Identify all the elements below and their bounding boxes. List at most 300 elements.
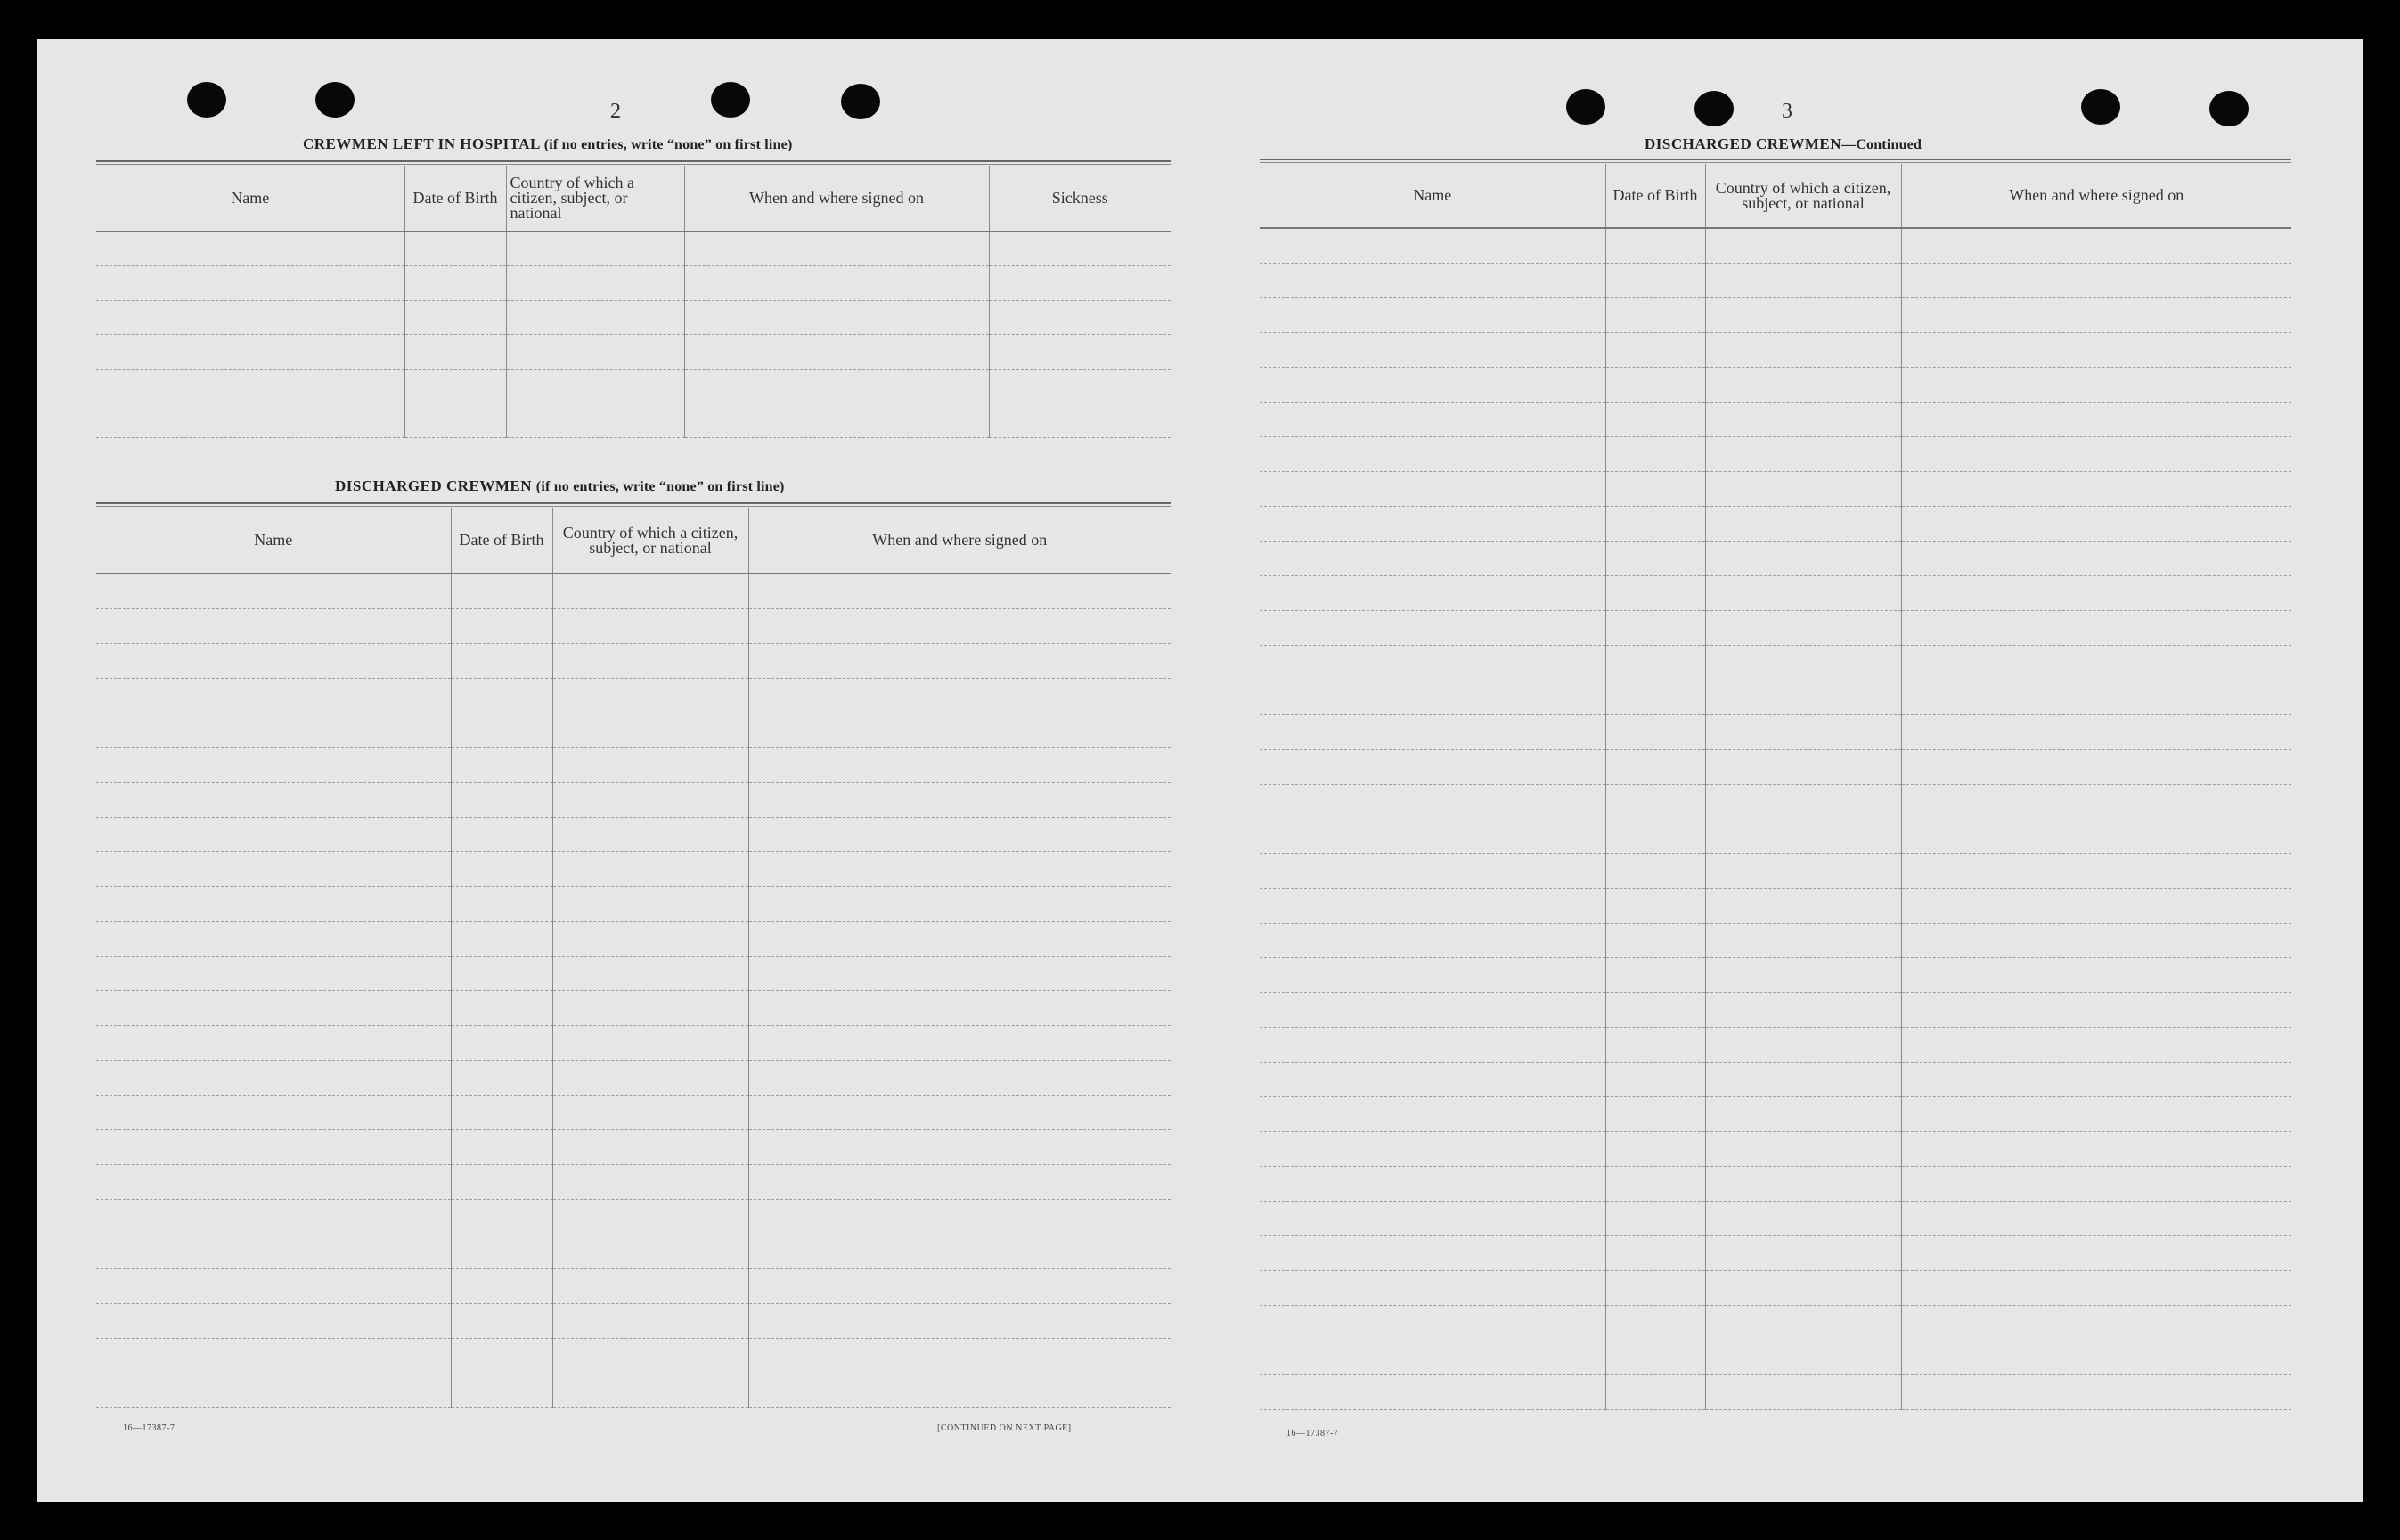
column-header-date-of-birth: Date of Birth <box>451 508 552 574</box>
ledger-row <box>96 1164 1171 1199</box>
ledger-cell <box>1901 297 2291 332</box>
ledger-cell <box>96 608 451 643</box>
ledger-row <box>96 643 1171 678</box>
ledger-cell <box>1901 1270 2291 1305</box>
ledger-cell <box>1705 1305 1901 1340</box>
ledger-row <box>1260 332 2291 367</box>
ledger-cell <box>1901 1166 2291 1201</box>
double-rule <box>1260 159 2291 163</box>
ledger-row <box>96 1234 1171 1268</box>
ledger-cell <box>404 335 506 370</box>
ledger-cell <box>1705 819 1901 853</box>
ledger-row <box>1260 957 2291 992</box>
ledger-cell <box>552 574 748 608</box>
ledger-row <box>1260 749 2291 784</box>
ledger-cell <box>1901 714 2291 749</box>
column-header-country: Country of which a citizen, subject, or national <box>506 166 684 232</box>
ledger-cell <box>1901 749 2291 784</box>
ledger-cell <box>96 403 404 438</box>
ledger-cell <box>1260 888 1605 923</box>
ledger-cell <box>748 747 1171 782</box>
hospital-section-title <box>303 135 792 153</box>
ledger-cell <box>1705 1270 1901 1305</box>
ledger-cell <box>451 956 552 990</box>
ledger-cell <box>404 403 506 438</box>
ledger-cell <box>96 232 404 266</box>
discharged-instruction: (if no entries, write “none” on first line) <box>535 479 785 494</box>
ledger-row <box>96 886 1171 921</box>
ledger-cell <box>1705 402 1901 436</box>
ledger-cell <box>1705 680 1901 714</box>
ledger-cell <box>1705 888 1901 923</box>
ledger-cell <box>684 403 989 438</box>
ledger-row <box>1260 297 2291 332</box>
ledger-cell <box>1260 1062 1605 1096</box>
discharged-table <box>96 508 1171 1408</box>
ledger-cell <box>684 335 989 370</box>
ledger-cell <box>1260 714 1605 749</box>
ledger-cell <box>748 1303 1171 1338</box>
ledger-cell <box>552 1268 748 1303</box>
ledger-cell <box>451 1234 552 1268</box>
ledger-cell <box>1605 1340 1705 1374</box>
ledger-cell <box>1605 714 1705 749</box>
ledger-cell <box>1901 575 2291 610</box>
ledger-cell <box>1605 1131 1705 1166</box>
ledger-cell <box>1705 1096 1901 1131</box>
ledger-cell <box>451 851 552 886</box>
ledger-cell <box>552 713 748 747</box>
ledger-cell <box>1705 506 1901 541</box>
form-sheet <box>37 39 2363 1502</box>
ledger-row <box>1260 645 2291 680</box>
ledger-cell <box>1705 1374 1901 1409</box>
ledger-cell <box>989 232 1171 266</box>
ledger-cell <box>552 1234 748 1268</box>
ledger-cell <box>1901 819 2291 853</box>
ledger-row <box>96 851 1171 886</box>
ledger-cell <box>748 817 1171 851</box>
ledger-cell <box>1901 436 2291 471</box>
ledger-cell <box>1605 645 1705 680</box>
ledger-cell <box>96 921 451 956</box>
column-header-name: Name <box>1260 164 1605 228</box>
ledger-cell <box>1705 749 1901 784</box>
ledger-row <box>96 1303 1171 1338</box>
ledger-cell <box>1901 1235 2291 1270</box>
ledger-cell <box>404 369 506 403</box>
ledger-cell <box>1605 436 1705 471</box>
ledger-cell <box>1605 471 1705 506</box>
ledger-row <box>96 574 1171 608</box>
ledger-cell <box>451 1268 552 1303</box>
ledger-cell <box>1705 367 1901 402</box>
ledger-cell <box>1705 228 1901 263</box>
ledger-cell <box>552 921 748 956</box>
ledger-cell <box>748 782 1171 817</box>
ledger-row <box>96 1338 1171 1373</box>
ledger-cell <box>552 608 748 643</box>
ledger-cell <box>1705 471 1901 506</box>
ledger-cell <box>1705 575 1901 610</box>
ledger-cell <box>96 1025 451 1060</box>
ledger-cell <box>748 921 1171 956</box>
ledger-cell <box>552 1060 748 1095</box>
ledger-cell <box>451 1095 552 1129</box>
ledger-cell <box>1260 1340 1605 1374</box>
ledger-cell <box>1901 957 2291 992</box>
ledger-cell <box>748 851 1171 886</box>
ledger-cell <box>748 1199 1171 1234</box>
ledger-row <box>96 956 1171 990</box>
ledger-cell <box>96 1303 451 1338</box>
ledger-cell <box>1260 610 1605 645</box>
ledger-cell <box>1901 263 2291 297</box>
ledger-cell <box>1260 332 1605 367</box>
ledger-cell <box>1901 1201 2291 1235</box>
ledger-cell <box>552 1373 748 1407</box>
ledger-row <box>1260 1340 2291 1374</box>
column-header-country: Country of which a citizen, subject, or national <box>1705 164 1901 228</box>
ledger-row <box>1260 1270 2291 1305</box>
ledger-cell <box>1901 1340 2291 1374</box>
ledger-row <box>96 1373 1171 1407</box>
ledger-cell <box>1901 888 2291 923</box>
ledger-cell <box>748 1268 1171 1303</box>
ledger-cell <box>404 232 506 266</box>
ledger-cell <box>1605 1270 1705 1305</box>
ledger-cell <box>1605 402 1705 436</box>
ledger-cell <box>451 713 552 747</box>
ledger-cell <box>1605 263 1705 297</box>
ledger-cell <box>552 747 748 782</box>
ledger-cell <box>552 1199 748 1234</box>
ledger-cell <box>1901 1096 2291 1131</box>
ledger-row <box>1260 506 2291 541</box>
ledger-cell <box>1260 923 1605 957</box>
ledger-cell <box>451 817 552 851</box>
ledger-cell <box>552 1129 748 1164</box>
page-number: 3 <box>1782 100 1792 123</box>
ledger-cell <box>451 678 552 713</box>
ledger-row <box>96 369 1171 403</box>
ledger-cell <box>96 990 451 1025</box>
ledger-cell <box>1260 784 1605 819</box>
ledger-cell <box>1260 1131 1605 1166</box>
ledger-cell <box>404 300 506 335</box>
ledger-cell <box>1605 367 1705 402</box>
ledger-cell <box>96 1234 451 1268</box>
ledger-cell <box>451 608 552 643</box>
discharged-continued-title-text: DISCHARGED CREWMEN <box>1645 135 1842 152</box>
ledger-row <box>1260 680 2291 714</box>
ledger-cell <box>1901 506 2291 541</box>
ledger-row <box>96 1199 1171 1234</box>
ledger-row <box>96 608 1171 643</box>
ledger-cell <box>1901 332 2291 367</box>
ledger-cell <box>1605 610 1705 645</box>
ledger-row <box>1260 541 2291 575</box>
ledger-cell <box>1705 853 1901 888</box>
ledger-row <box>96 747 1171 782</box>
ledger-cell <box>1260 1374 1605 1409</box>
ledger-cell <box>1901 402 2291 436</box>
ledger-cell <box>1901 680 2291 714</box>
ledger-row <box>1260 1374 2291 1409</box>
ledger-cell <box>748 1060 1171 1095</box>
ledger-cell <box>748 886 1171 921</box>
ledger-cell <box>552 851 748 886</box>
column-header-country: Country of which a citizen, subject, or national <box>552 508 748 574</box>
ledger-cell <box>1705 541 1901 575</box>
ledger-row <box>96 1268 1171 1303</box>
ledger-cell <box>1605 1027 1705 1062</box>
ledger-row <box>96 921 1171 956</box>
ledger-cell <box>552 1338 748 1373</box>
ledger-cell <box>748 990 1171 1025</box>
ledger-cell <box>451 1164 552 1199</box>
ledger-cell <box>1901 645 2291 680</box>
ledger-cell <box>1260 1166 1605 1201</box>
ledger-row <box>1260 610 2291 645</box>
ledger-row <box>1260 923 2291 957</box>
ledger-cell <box>1901 1131 2291 1166</box>
ledger-cell <box>1901 541 2291 575</box>
ledger-cell <box>1605 888 1705 923</box>
ledger-row <box>1260 714 2291 749</box>
ledger-cell <box>96 817 451 851</box>
ledger-row <box>96 1060 1171 1095</box>
ledger-cell <box>684 369 989 403</box>
ledger-cell <box>1605 992 1705 1027</box>
ledger-row <box>1260 1166 2291 1201</box>
ledger-cell <box>96 678 451 713</box>
ledger-cell <box>451 782 552 817</box>
ledger-cell <box>1605 228 1705 263</box>
ledger-cell <box>1260 575 1605 610</box>
ledger-cell <box>1605 541 1705 575</box>
ledger-row <box>96 266 1171 301</box>
ledger-cell <box>1260 680 1605 714</box>
ledger-cell <box>1705 1235 1901 1270</box>
hospital-table <box>96 166 1171 438</box>
ledger-cell <box>1705 332 1901 367</box>
column-header-signed-on: When and where signed on <box>1901 164 2291 228</box>
ledger-cell <box>1705 645 1901 680</box>
ledger-row <box>96 1025 1171 1060</box>
ledger-cell <box>552 678 748 713</box>
ledger-cell <box>684 232 989 266</box>
ledger-cell <box>1260 402 1605 436</box>
ledger-cell <box>1705 714 1901 749</box>
ledger-cell <box>1901 992 2291 1027</box>
ledger-cell <box>1705 1166 1901 1201</box>
ledger-row <box>1260 784 2291 819</box>
ledger-cell <box>451 1303 552 1338</box>
ledger-cell <box>552 1303 748 1338</box>
ledger-cell <box>989 369 1171 403</box>
ledger-cell <box>96 1373 451 1407</box>
ledger-cell <box>96 369 404 403</box>
ledger-cell <box>1901 1062 2291 1096</box>
ledger-cell <box>506 369 684 403</box>
ledger-cell <box>1705 1131 1901 1166</box>
ledger-cell <box>1260 1305 1605 1340</box>
ledger-cell <box>96 643 451 678</box>
ledger-cell <box>1605 1305 1705 1340</box>
ledger-row <box>96 782 1171 817</box>
ledger-cell <box>96 1095 451 1129</box>
ledger-cell <box>1605 332 1705 367</box>
ledger-cell <box>1705 297 1901 332</box>
ledger-row <box>96 817 1171 851</box>
ledger-cell <box>96 300 404 335</box>
ledger-cell <box>451 1129 552 1164</box>
ledger-cell <box>552 1025 748 1060</box>
ledger-cell <box>96 956 451 990</box>
ledger-cell <box>748 678 1171 713</box>
ledger-row <box>96 300 1171 335</box>
ledger-cell <box>96 1164 451 1199</box>
ledger-cell <box>1705 957 1901 992</box>
ledger-cell <box>684 300 989 335</box>
ledger-cell <box>1705 1201 1901 1235</box>
ledger-cell <box>1901 367 2291 402</box>
ledger-row <box>1260 992 2291 1027</box>
column-header-sickness: Sickness <box>989 166 1171 232</box>
ledger-row <box>1260 402 2291 436</box>
ledger-cell <box>748 574 1171 608</box>
ledger-cell <box>506 335 684 370</box>
ledger-cell <box>96 851 451 886</box>
ledger-cell <box>96 574 451 608</box>
form-number: 16—17387-7 <box>123 1423 176 1433</box>
ledger-cell <box>96 1199 451 1234</box>
ledger-cell <box>451 1338 552 1373</box>
ledger-cell <box>96 782 451 817</box>
column-header-date-of-birth: Date of Birth <box>404 166 506 232</box>
ledger-cell <box>1605 1166 1705 1201</box>
ledger-cell <box>1605 1374 1705 1409</box>
ledger-cell <box>1901 610 2291 645</box>
ledger-cell <box>1605 575 1705 610</box>
ledger-cell <box>552 817 748 851</box>
ledger-cell <box>748 1234 1171 1268</box>
hospital-instruction: (if no entries, write “none” on first line) <box>543 137 793 152</box>
ledger-cell <box>1901 923 2291 957</box>
ledger-cell <box>96 1268 451 1303</box>
ledger-cell <box>1605 680 1705 714</box>
ledger-cell <box>748 1164 1171 1199</box>
ledger-cell <box>1605 749 1705 784</box>
ledger-row <box>96 990 1171 1025</box>
ledger-cell <box>1705 1340 1901 1374</box>
ledger-row <box>96 1129 1171 1164</box>
ledger-cell <box>404 266 506 301</box>
ledger-cell <box>1705 784 1901 819</box>
ledger-cell <box>1260 471 1605 506</box>
continued-note: [CONTINUED ON NEXT PAGE] <box>937 1423 1072 1433</box>
ledger-cell <box>552 782 748 817</box>
ledger-cell <box>1260 1096 1605 1131</box>
ledger-row <box>96 678 1171 713</box>
ledger-cell <box>1260 1027 1605 1062</box>
ledger-cell <box>1260 367 1605 402</box>
ledger-row <box>96 335 1171 370</box>
ledger-cell <box>1901 1305 2291 1340</box>
ledger-cell <box>552 956 748 990</box>
ledger-cell <box>1705 263 1901 297</box>
ledger-cell <box>1260 1201 1605 1235</box>
ledger-cell <box>748 1095 1171 1129</box>
ledger-row <box>96 713 1171 747</box>
ledger-cell <box>552 990 748 1025</box>
ledger-row <box>1260 1305 2291 1340</box>
ledger-row <box>1260 888 2291 923</box>
double-rule <box>96 502 1171 507</box>
ledger-cell <box>96 1060 451 1095</box>
ledger-cell <box>989 300 1171 335</box>
ledger-row <box>1260 1131 2291 1166</box>
ledger-cell <box>684 266 989 301</box>
ledger-cell <box>1705 610 1901 645</box>
ledger-row <box>96 232 1171 266</box>
ledger-cell <box>1605 853 1705 888</box>
ledger-cell <box>96 266 404 301</box>
ledger-row <box>1260 1027 2291 1062</box>
ledger-cell <box>1901 228 2291 263</box>
ledger-cell <box>1901 471 2291 506</box>
ledger-cell <box>748 1025 1171 1060</box>
continued-suffix: —Continued <box>1841 137 1922 152</box>
ledger-cell <box>748 608 1171 643</box>
ledger-cell <box>748 1129 1171 1164</box>
ledger-cell <box>451 643 552 678</box>
ledger-cell <box>1260 541 1605 575</box>
ledger-cell <box>1605 819 1705 853</box>
ledger-cell <box>451 1025 552 1060</box>
ledger-row <box>96 1095 1171 1129</box>
ledger-cell <box>1260 1270 1605 1305</box>
ledger-cell <box>1260 297 1605 332</box>
ledger-cell <box>1705 992 1901 1027</box>
column-header-name: Name <box>96 508 451 574</box>
ledger-cell <box>1260 749 1605 784</box>
page-number: 2 <box>610 100 621 123</box>
ledger-cell <box>1605 1096 1705 1131</box>
ledger-row <box>1260 1062 2291 1096</box>
ledger-cell <box>506 300 684 335</box>
ledger-cell <box>1260 853 1605 888</box>
form-number: 16—17387-7 <box>1286 1429 1339 1438</box>
ledger-cell <box>451 921 552 956</box>
ledger-cell <box>989 403 1171 438</box>
ledger-cell <box>1705 436 1901 471</box>
ledger-cell <box>1260 957 1605 992</box>
column-header-signed-on: When and where signed on <box>684 166 989 232</box>
column-header-name: Name <box>96 166 404 232</box>
ledger-row <box>1260 471 2291 506</box>
ledger-cell <box>748 956 1171 990</box>
ledger-cell <box>1260 263 1605 297</box>
ledger-cell <box>1605 1235 1705 1270</box>
ledger-row <box>1260 1096 2291 1131</box>
discharged-section-title <box>335 477 785 495</box>
ledger-row <box>1260 819 2291 853</box>
ledger-row <box>1260 367 2291 402</box>
ledger-cell <box>748 713 1171 747</box>
ledger-cell <box>748 643 1171 678</box>
